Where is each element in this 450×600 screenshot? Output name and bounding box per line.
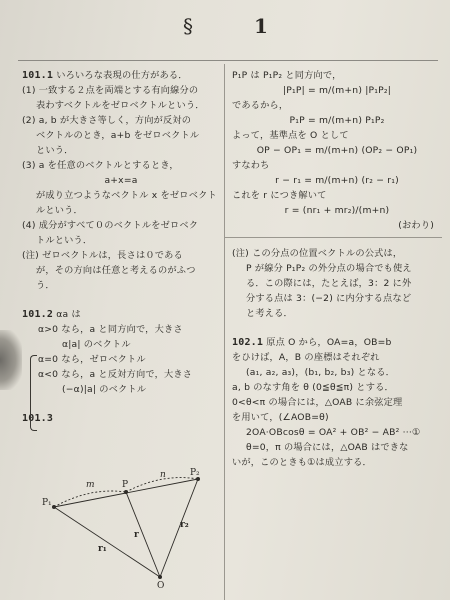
text-line: (3) a を任意のベクトルとするとき， — [22, 160, 179, 171]
text-line: トルという． — [36, 235, 93, 246]
header-rule — [18, 60, 438, 61]
text-line: ルという． — [36, 205, 83, 216]
label-m: m — [86, 480, 95, 490]
label-o: O — [157, 581, 165, 590]
text-line: 0<θ<π の場合には，△OAB に余弦定理 — [232, 397, 403, 408]
text-line: (a₁, a₂, a₃)，(b₁, b₂, b₃) となる． — [246, 367, 396, 378]
equation: |P₁P| = m/(m+n) |P₁P₂| — [282, 85, 392, 96]
equation: r − r₁ = m/(m+n) (r₂ − r₁) — [275, 175, 399, 186]
text-line: (2) a, b が大きさ等しく，方向が反対の — [22, 115, 192, 126]
vector-figure — [40, 465, 210, 590]
text-line: 表わすベクトルをゼロベクトルという． — [36, 100, 205, 111]
text-line: 原点 O から，OA=a，OB=b — [266, 337, 392, 348]
text-line: (4) 成分がすべて０のベクトルをゼロベク — [22, 220, 199, 231]
problem-number: 101.1 — [22, 70, 54, 81]
label-p: P — [122, 480, 129, 490]
column-divider — [224, 64, 225, 600]
section-number: 1 — [254, 14, 268, 38]
label-p1: P₁ — [42, 498, 52, 508]
note-line: う． — [36, 280, 55, 291]
text-line: これを r につき解いて — [232, 190, 327, 201]
text-line: が成り立つようなベクトル x をゼロベクト — [36, 190, 217, 201]
equation: a+x=a — [104, 175, 138, 186]
text-line: ベクトルのとき，a+b をゼロベクトル — [36, 130, 200, 141]
label-r1: r₁ — [98, 544, 107, 554]
left-column — [22, 68, 220, 426]
case-line: (−α)|a| のベクトル — [62, 384, 147, 395]
text-line: いろいろな表現の仕方がある． — [56, 70, 188, 81]
problem-101-1-first-line — [22, 68, 220, 83]
end-mark: (おわり) — [398, 220, 434, 231]
vector-r1 — [54, 507, 160, 577]
note-line: 分する点は 3：(−2) に内分する点など — [246, 293, 412, 304]
label-r: r — [134, 530, 139, 540]
equation: P₁P = m/(m+n) P₁P₂ — [289, 115, 385, 126]
section-rule — [224, 237, 442, 243]
case-line: α|a| のベクトル — [62, 339, 131, 350]
point-p — [124, 490, 128, 494]
note-line: と考える． — [246, 308, 293, 319]
problem-101-3-heading — [22, 411, 220, 426]
point-o — [158, 575, 162, 579]
label-p2: P₂ — [190, 468, 200, 478]
text-line: よって，基準点を O として — [232, 130, 349, 141]
right-column — [232, 68, 442, 470]
point-p1 — [52, 505, 56, 509]
vector-r2 — [160, 479, 198, 577]
equation: 2OA·OBcosθ = OA² + OB² − AB² ···① — [246, 427, 421, 438]
text-line: αa は — [56, 309, 81, 320]
equation: r = (nr₁ + mr₂)/(m+n) — [284, 205, 390, 216]
case-brace — [30, 355, 37, 431]
text-line: θ=0，π の場合には，△OAB はできな — [246, 442, 409, 453]
label-n: n — [160, 470, 166, 480]
binder-clip-shadow — [0, 330, 22, 390]
case-line: α=0 なら，ゼロベクトル — [38, 354, 146, 365]
text-line: であるから， — [232, 100, 289, 111]
problem-number: 102.1 — [232, 337, 264, 348]
text-line: をひけば，A，B の座標はそれぞれ — [232, 352, 380, 363]
equation: OP − OP₁ = m/(m+n) (OP₂ − OP₁) — [256, 145, 418, 156]
text-line: を用いて，(∠AOB=θ) — [232, 412, 329, 423]
page-header — [0, 14, 450, 44]
note-line: (注) この分点の位置ベクトルの公式は， — [232, 248, 403, 259]
label-r2: r₂ — [180, 520, 189, 530]
note-line: る．この際には，たとえば，3：2 に外 — [246, 278, 412, 289]
note-line: (注) ゼロベクトルは，長さは０である — [22, 250, 183, 261]
case-line: α<0 なら，a と反対方向で，大きさ — [38, 369, 193, 380]
text-line: いが，このときも①は成立する． — [232, 457, 372, 468]
vector-r — [126, 492, 160, 577]
note-line: P が線分 P₁P₂ の外分点の場合でも使え — [246, 263, 412, 274]
text-line: すなわち — [232, 160, 270, 171]
problem-102-1-first-line — [232, 335, 442, 350]
case-line: α>0 なら，a と同方向で，大きさ — [38, 324, 183, 335]
text-line: P₁P は P₁P₂ と同方向で， — [232, 70, 342, 81]
text-line: (1) 一致する２点を両端とする有向線分の — [22, 85, 199, 96]
problem-101-2-first-line — [22, 307, 220, 322]
problem-number: 101.2 — [22, 309, 54, 320]
section-mark: § — [183, 14, 193, 38]
note-line: が，その方向は任意と考えるのがふつ — [36, 265, 196, 276]
problem-number: 101.3 — [22, 413, 54, 424]
text-line: a, b のなす角を θ (0≦θ≦π) とする． — [232, 382, 394, 393]
text-line: という． — [36, 145, 74, 156]
